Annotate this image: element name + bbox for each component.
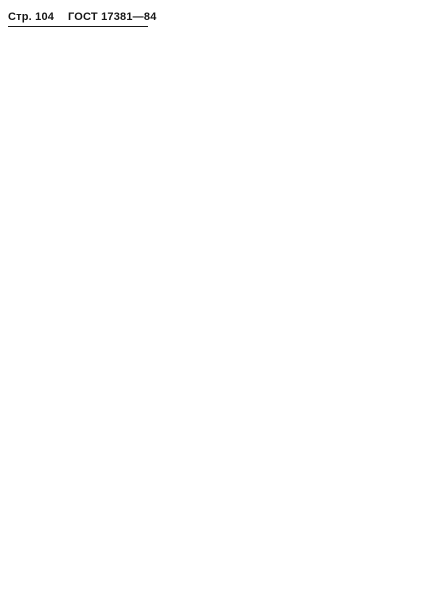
page-number: Стр. 104 (8, 11, 55, 23)
standard-number: ГОСТ 17381—84 (68, 11, 157, 23)
